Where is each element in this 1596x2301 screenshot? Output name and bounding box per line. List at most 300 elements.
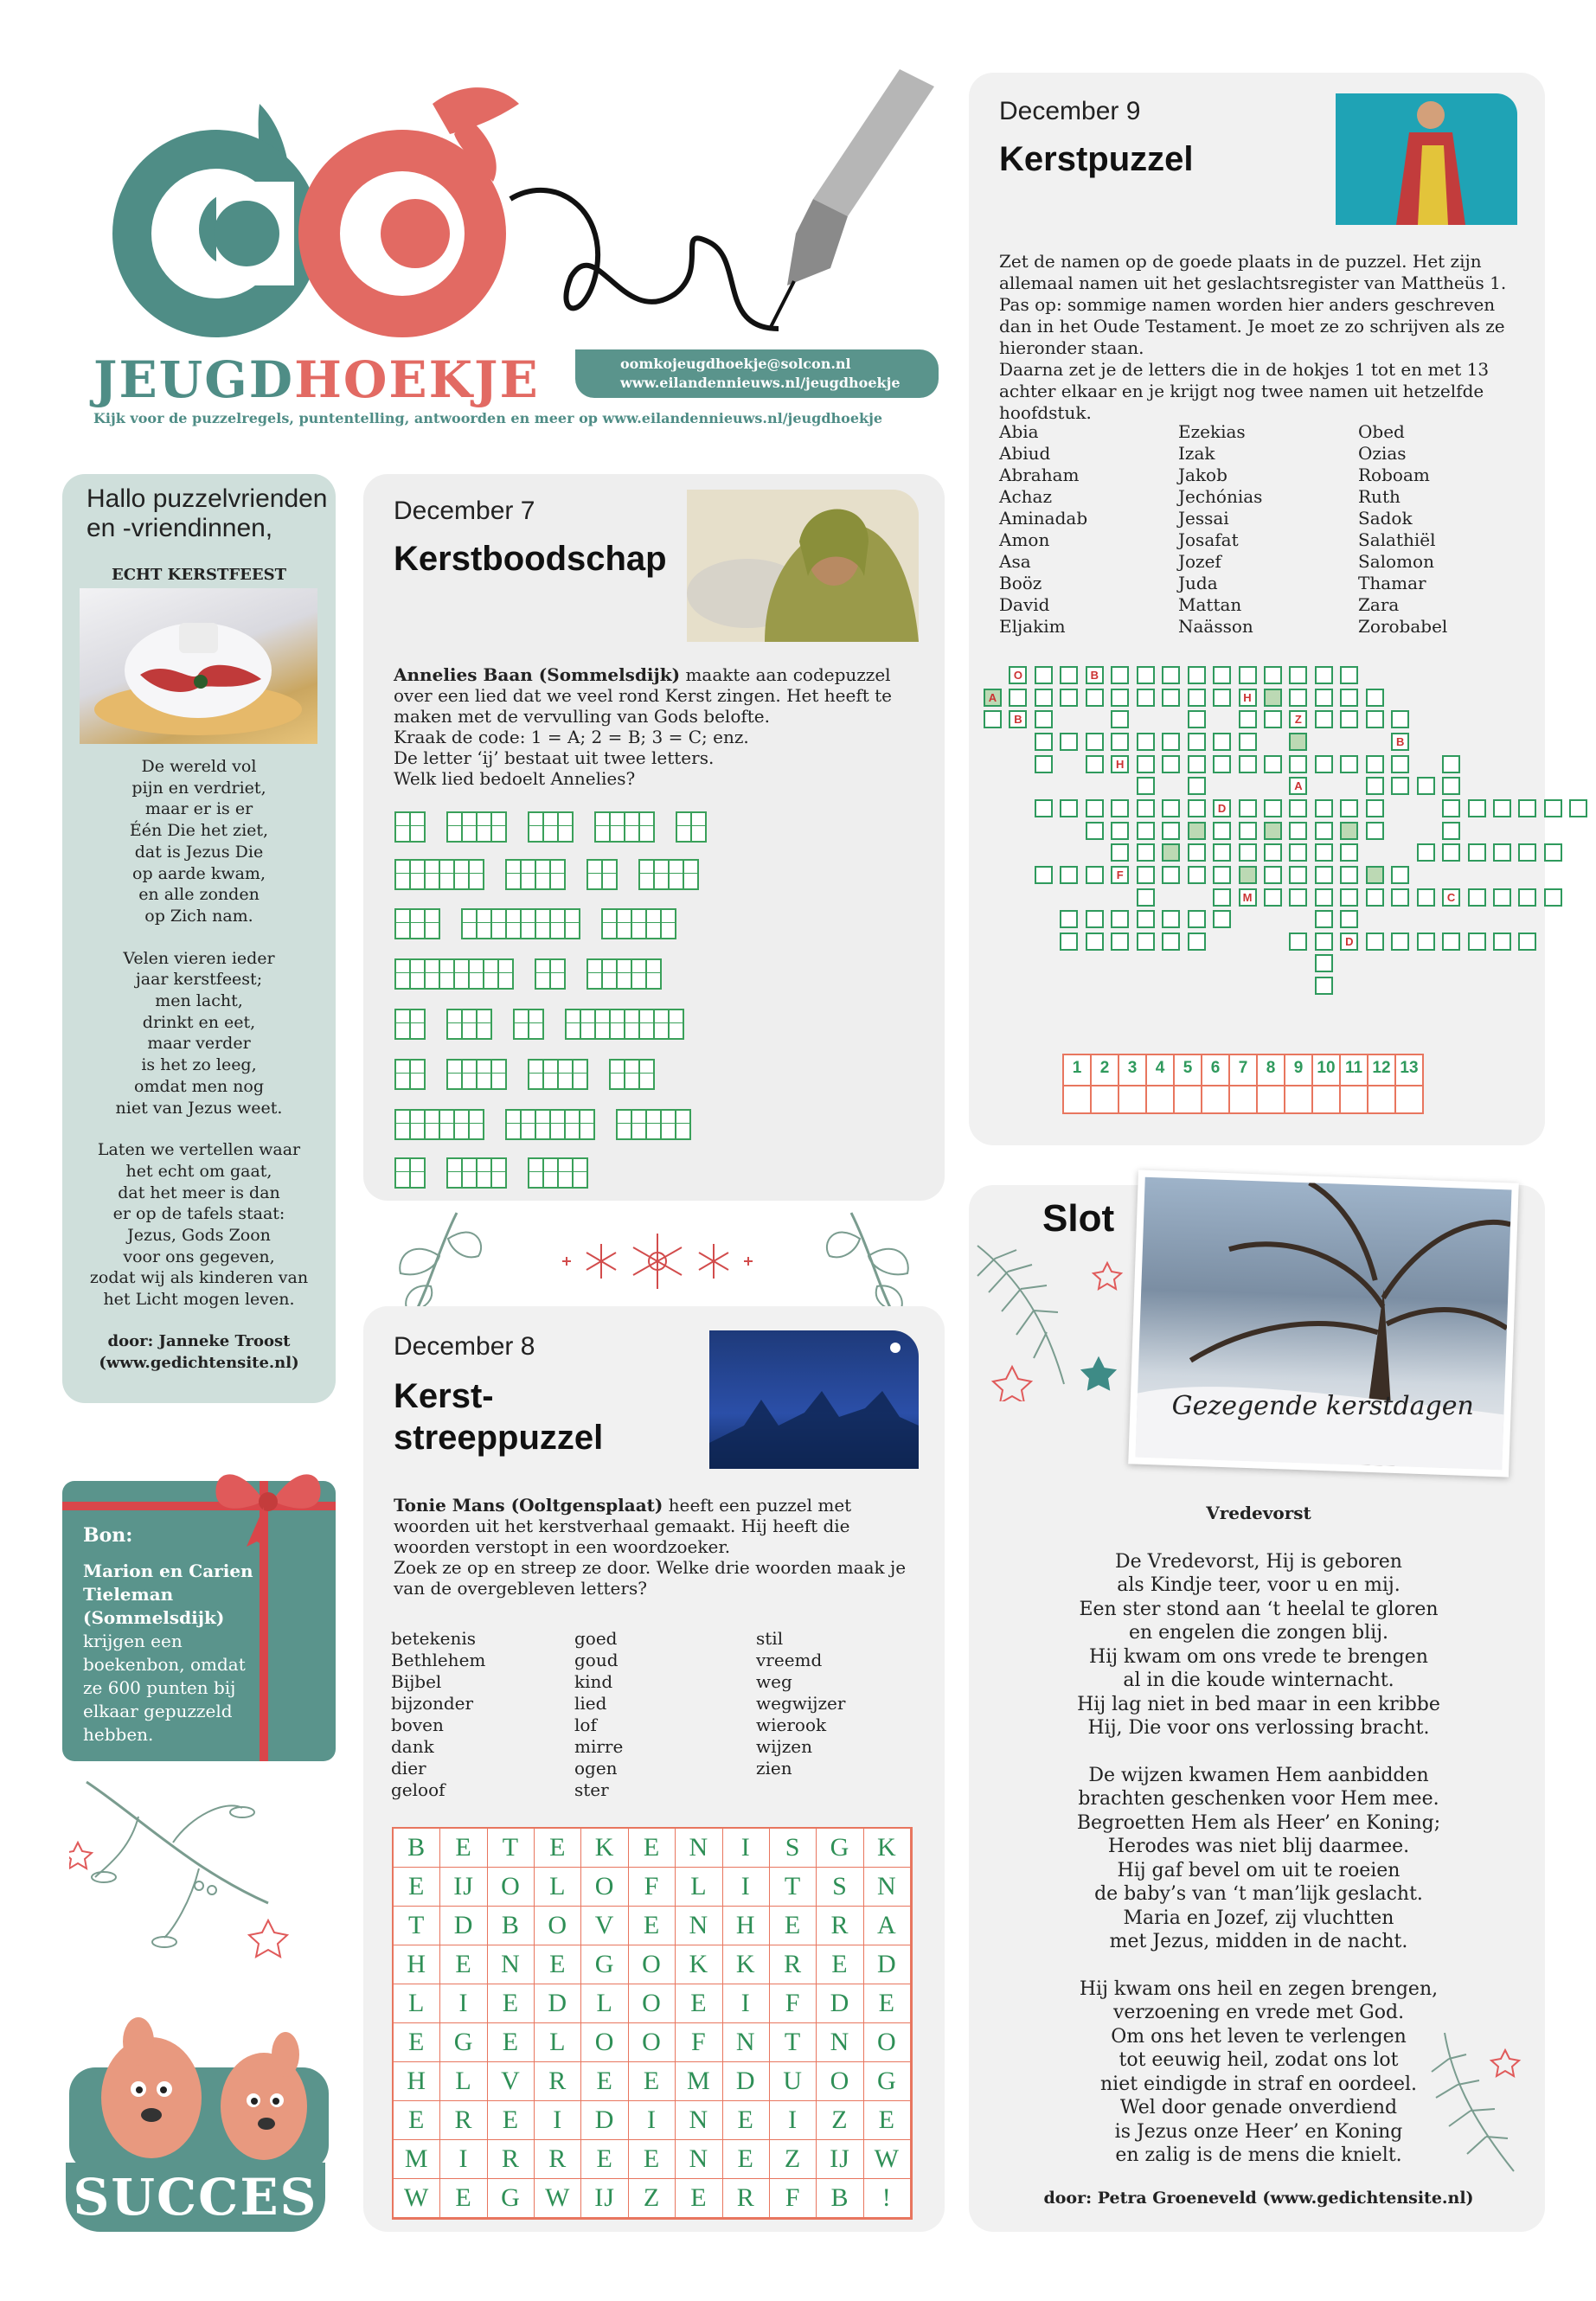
grid-letter[interactable]: G	[817, 1829, 863, 1868]
grid-letter[interactable]: G	[488, 2179, 535, 2218]
code-cell[interactable]	[490, 1059, 507, 1090]
code-cell[interactable]	[690, 811, 707, 843]
crossword-cell[interactable]	[1137, 933, 1155, 951]
crossword-cell[interactable]	[1315, 755, 1333, 773]
grid-letter[interactable]: B	[817, 2179, 863, 2218]
grid-letter[interactable]: A	[864, 1907, 911, 1945]
grid-letter[interactable]: E	[676, 2179, 722, 2218]
grid-letter[interactable]: E	[723, 2101, 770, 2140]
crossword-cell[interactable]	[1137, 777, 1155, 795]
crossword-cell[interactable]	[1315, 933, 1333, 951]
crossword-cell[interactable]	[1340, 689, 1358, 707]
grid-letter[interactable]: R	[535, 2140, 581, 2179]
crossword-cell[interactable]	[1060, 910, 1078, 928]
crossword-cell[interactable]: A	[984, 689, 1002, 707]
crossword-cell[interactable]	[1188, 910, 1206, 928]
grid-letter[interactable]: M	[394, 2140, 440, 2179]
code-cell[interactable]	[645, 958, 662, 990]
grid-letter[interactable]: R	[535, 2062, 581, 2101]
crossword-cell[interactable]	[1162, 866, 1180, 884]
crossword-cell[interactable]	[1086, 822, 1104, 840]
grid-letter[interactable]: W	[535, 2179, 581, 2218]
grid-letter[interactable]: E	[676, 1984, 722, 2023]
crossword-cell[interactable]	[1137, 666, 1155, 684]
crossword-cell[interactable]	[1366, 866, 1384, 884]
grid-letter[interactable]: E	[864, 2101, 911, 2140]
crossword-cell[interactable]	[1060, 666, 1078, 684]
crossword-cell[interactable]	[1442, 755, 1460, 773]
answer-box[interactable]	[1118, 1054, 1147, 1114]
code-cell[interactable]	[660, 908, 676, 939]
grid-letter[interactable]: N	[676, 1907, 722, 1945]
crossword-cell[interactable]	[1468, 799, 1486, 817]
crossword-cell[interactable]	[1417, 933, 1435, 951]
code-cell[interactable]	[409, 1059, 426, 1090]
crossword-cell[interactable]	[1468, 843, 1486, 862]
grid-letter[interactable]: E	[629, 2062, 676, 2101]
contact-email[interactable]: oomkojeugdhoekje@solcon.nl	[620, 356, 851, 372]
crossword-cell[interactable]	[1264, 843, 1282, 862]
crossword-cell[interactable]	[1264, 799, 1282, 817]
grid-letter[interactable]: O	[629, 2023, 676, 2062]
grid-letter[interactable]: B	[488, 1907, 535, 1945]
crossword-cell[interactable]	[1442, 843, 1460, 862]
crossword-cell[interactable]	[1239, 822, 1257, 840]
crossword-cell[interactable]	[1213, 888, 1231, 907]
grid-letter[interactable]: D	[864, 1945, 911, 1984]
crossword-cell[interactable]	[1289, 799, 1307, 817]
grid-letter[interactable]: O	[581, 1868, 628, 1907]
grid-letter[interactable]: K	[864, 1829, 911, 1868]
crossword-cell[interactable]	[1315, 822, 1333, 840]
crossword-cell[interactable]	[1315, 866, 1333, 884]
crossword-cell[interactable]	[1442, 822, 1460, 840]
crossword-cell[interactable]	[1315, 977, 1333, 995]
crossword-cell[interactable]	[1188, 733, 1206, 751]
crossword-cell[interactable]	[1188, 666, 1206, 684]
grid-letter[interactable]: T	[394, 1907, 440, 1945]
crossword-cell[interactable]: Z	[1289, 710, 1307, 728]
crossword-cell[interactable]	[1239, 866, 1257, 884]
grid-letter[interactable]: K	[723, 1945, 770, 1984]
code-cell[interactable]	[579, 1109, 595, 1140]
crossword-cell[interactable]	[1188, 755, 1206, 773]
grid-letter[interactable]: E	[488, 2023, 535, 2062]
code-cell[interactable]	[557, 811, 574, 843]
crossword-cell[interactable]	[1340, 843, 1358, 862]
grid-letter[interactable]: O	[488, 1868, 535, 1907]
grid-letter[interactable]: I	[770, 2101, 817, 2140]
crossword-cell[interactable]	[1518, 933, 1536, 951]
grid-letter[interactable]: E	[770, 1907, 817, 1945]
code-cell[interactable]	[564, 908, 580, 939]
grid-letter[interactable]: O	[629, 1945, 676, 1984]
crossword-cell[interactable]	[1111, 666, 1129, 684]
crossword-cell[interactable]	[1315, 710, 1333, 728]
crossword-cell[interactable]	[1162, 755, 1180, 773]
crossword-cell[interactable]	[1264, 888, 1282, 907]
grid-letter[interactable]: N	[676, 1829, 722, 1868]
crossword-cell[interactable]	[1239, 733, 1257, 751]
crossword-cell[interactable]	[1111, 689, 1129, 707]
grid-letter[interactable]: I	[629, 2101, 676, 2140]
answer-box[interactable]	[1284, 1054, 1313, 1114]
grid-letter[interactable]: F	[770, 2179, 817, 2218]
crossword-cell[interactable]	[1162, 843, 1180, 862]
crossword-cell[interactable]	[1264, 666, 1282, 684]
code-cell[interactable]	[675, 1109, 691, 1140]
crossword-cell[interactable]	[1315, 799, 1333, 817]
code-cell[interactable]	[572, 1157, 588, 1189]
crossword-cell[interactable]	[1137, 866, 1155, 884]
crossword-cell[interactable]	[1264, 866, 1282, 884]
grid-letter[interactable]: E	[581, 2140, 628, 2179]
code-cell[interactable]	[668, 1009, 684, 1040]
grid-letter[interactable]: F	[676, 2023, 722, 2062]
crossword-cell[interactable]	[1162, 799, 1180, 817]
grid-letter[interactable]: S	[770, 1829, 817, 1868]
grid-letter[interactable]: D	[440, 1907, 487, 1945]
crossword-cell[interactable]: B	[1086, 666, 1104, 684]
crossword-cell[interactable]	[1111, 843, 1129, 862]
crossword-cell[interactable]	[1544, 799, 1562, 817]
crossword-cell[interactable]	[1060, 689, 1078, 707]
crossword-cell[interactable]	[1569, 799, 1587, 817]
crossword-cell[interactable]	[1340, 888, 1358, 907]
code-cell[interactable]	[409, 811, 426, 843]
crossword-cell[interactable]: B	[1009, 710, 1027, 728]
crossword-cell[interactable]	[1060, 733, 1078, 751]
crossword-cell[interactable]	[1188, 689, 1206, 707]
crossword-cell[interactable]	[1035, 866, 1053, 884]
crossword-cell[interactable]	[1315, 666, 1333, 684]
crossword-cell[interactable]	[1111, 933, 1129, 951]
grid-letter[interactable]: L	[581, 1984, 628, 2023]
crossword-cell[interactable]	[1340, 910, 1358, 928]
crossword-cell[interactable]	[1340, 866, 1358, 884]
crossword-cell[interactable]	[1086, 866, 1104, 884]
crossword-cell[interactable]	[1239, 843, 1257, 862]
answer-box[interactable]	[1228, 1054, 1258, 1114]
answer-box[interactable]	[1256, 1054, 1285, 1114]
code-cell[interactable]	[638, 811, 655, 843]
crossword-cell[interactable]	[984, 710, 1002, 728]
crossword-cell[interactable]	[1264, 822, 1282, 840]
grid-letter[interactable]: R	[440, 2101, 487, 2140]
crossword-cell[interactable]	[1086, 755, 1104, 773]
crossword-cell[interactable]	[1137, 799, 1155, 817]
crossword-cell[interactable]	[1493, 933, 1511, 951]
crossword-cell[interactable]: C	[1442, 888, 1460, 907]
crossword-cell[interactable]	[1213, 733, 1231, 751]
crossword-cell[interactable]	[1086, 799, 1104, 817]
crossword-cell[interactable]	[1162, 822, 1180, 840]
crossword-cell[interactable]	[1213, 822, 1231, 840]
crossword-cell[interactable]	[1340, 799, 1358, 817]
grid-letter[interactable]: O	[629, 1984, 676, 2023]
code-cell[interactable]	[497, 958, 514, 990]
crossword-cell[interactable]	[1493, 799, 1511, 817]
grid-letter[interactable]: R	[723, 2179, 770, 2218]
crossword-cell[interactable]	[1340, 822, 1358, 840]
grid-letter[interactable]: E	[581, 2062, 628, 2101]
grid-letter[interactable]: Z	[629, 2179, 676, 2218]
crossword-cell[interactable]	[1111, 710, 1129, 728]
crossword-cell[interactable]	[1086, 933, 1104, 951]
grid-letter[interactable]: G	[581, 1945, 628, 1984]
grid-letter[interactable]: E	[394, 2101, 440, 2140]
crossword-cell[interactable]	[1417, 888, 1435, 907]
crossword-cell[interactable]	[1518, 888, 1536, 907]
grid-letter[interactable]: T	[770, 1868, 817, 1907]
grid-letter[interactable]: D	[723, 2062, 770, 2101]
crossword-cell[interactable]	[1188, 710, 1206, 728]
crossword-cell[interactable]	[1366, 933, 1384, 951]
code-cell[interactable]	[601, 859, 618, 890]
crossword-cell[interactable]	[1111, 822, 1129, 840]
grid-letter[interactable]: I	[723, 1868, 770, 1907]
crossword-cell[interactable]	[1086, 733, 1104, 751]
crossword-cell[interactable]	[1035, 710, 1053, 728]
grid-letter[interactable]: F	[629, 1868, 676, 1907]
crossword-cell[interactable]	[1213, 689, 1231, 707]
code-cell[interactable]	[638, 1059, 655, 1090]
crossword-cell[interactable]	[1391, 710, 1409, 728]
crossword-cell[interactable]	[1009, 689, 1027, 707]
crossword-cell[interactable]	[1188, 866, 1206, 884]
grid-letter[interactable]: T	[488, 1829, 535, 1868]
grid-letter[interactable]: E	[394, 2023, 440, 2062]
answer-box[interactable]	[1145, 1054, 1175, 1114]
grid-letter[interactable]: L	[440, 2062, 487, 2101]
grid-letter[interactable]: E	[488, 2101, 535, 2140]
crossword-cell[interactable]	[1366, 755, 1384, 773]
crossword-cell[interactable]	[1137, 910, 1155, 928]
grid-letter[interactable]: N	[817, 2023, 863, 2062]
crossword-cell[interactable]	[1188, 843, 1206, 862]
crossword-cell[interactable]	[1417, 843, 1435, 862]
answer-box[interactable]	[1311, 1054, 1341, 1114]
grid-letter[interactable]: O	[817, 2062, 863, 2101]
crossword-cell[interactable]	[1162, 733, 1180, 751]
crossword-cell[interactable]: D	[1213, 799, 1231, 817]
crossword-cell[interactable]	[1289, 822, 1307, 840]
grid-letter[interactable]: N	[864, 1868, 911, 1907]
crossword-cell[interactable]	[1035, 666, 1053, 684]
crossword-cell[interactable]	[1468, 933, 1486, 951]
crossword-cell[interactable]	[1162, 666, 1180, 684]
answer-box[interactable]	[1201, 1054, 1230, 1114]
crossword-cell[interactable]	[1213, 666, 1231, 684]
grid-letter[interactable]: W	[394, 2179, 440, 2218]
crossword-cell[interactable]	[1264, 689, 1282, 707]
code-cell[interactable]	[572, 1059, 588, 1090]
answer-box[interactable]	[1062, 1054, 1092, 1114]
crossword-cell[interactable]	[1035, 733, 1053, 751]
grid-letter[interactable]: I	[723, 1984, 770, 2023]
crossword-cell[interactable]	[1239, 755, 1257, 773]
crossword-cell[interactable]	[1340, 666, 1358, 684]
crossword-cell[interactable]	[1239, 710, 1257, 728]
grid-letter[interactable]: N	[676, 2140, 722, 2179]
crossword-cell[interactable]	[1518, 843, 1536, 862]
crossword-cell[interactable]	[1137, 843, 1155, 862]
answer-box[interactable]	[1090, 1054, 1119, 1114]
crossword-cell[interactable]	[1493, 843, 1511, 862]
grid-letter[interactable]: L	[676, 1868, 722, 1907]
crossword-cell[interactable]	[1315, 689, 1333, 707]
grid-letter[interactable]: S	[817, 1868, 863, 1907]
grid-letter[interactable]: I	[440, 2140, 487, 2179]
grid-letter[interactable]: G	[440, 2023, 487, 2062]
grid-letter[interactable]: H	[394, 1945, 440, 1984]
code-cell[interactable]	[476, 1009, 492, 1040]
grid-letter[interactable]: IJ	[440, 1868, 487, 1907]
crossword-cell[interactable]	[1188, 933, 1206, 951]
grid-letter[interactable]: V	[581, 1907, 628, 1945]
code-cell[interactable]	[549, 859, 566, 890]
grid-letter[interactable]: E	[394, 1868, 440, 1907]
grid-letter[interactable]: R	[488, 2140, 535, 2179]
crossword-cell[interactable]	[1391, 755, 1409, 773]
grid-letter[interactable]: IJ	[817, 2140, 863, 2179]
crossword-cell[interactable]	[1289, 666, 1307, 684]
crossword-cell[interactable]	[1442, 799, 1460, 817]
crossword-cell[interactable]	[1035, 689, 1053, 707]
grid-letter[interactable]: G	[864, 2062, 911, 2101]
grid-letter[interactable]: E	[535, 1829, 581, 1868]
crossword-cell[interactable]	[1289, 866, 1307, 884]
crossword-cell[interactable]	[1289, 733, 1307, 751]
crossword-cell[interactable]	[1366, 888, 1384, 907]
crossword-cell[interactable]	[1188, 777, 1206, 795]
answer-box[interactable]	[1339, 1054, 1368, 1114]
crossword-cell[interactable]	[1544, 888, 1562, 907]
crossword-cell[interactable]	[1366, 822, 1384, 840]
crossword-cell[interactable]	[1315, 954, 1333, 972]
crossword-cell[interactable]	[1086, 689, 1104, 707]
answer-box[interactable]	[1367, 1054, 1396, 1114]
grid-letter[interactable]: E	[723, 2140, 770, 2179]
crossword-cell[interactable]	[1391, 933, 1409, 951]
crossword-cell[interactable]	[1137, 822, 1155, 840]
crossword-cell[interactable]	[1188, 822, 1206, 840]
grid-letter[interactable]: N	[488, 1945, 535, 1984]
crossword-cell[interactable]	[1518, 799, 1536, 817]
grid-letter[interactable]: R	[817, 1907, 863, 1945]
crossword-cell[interactable]	[1417, 777, 1435, 795]
crossword-cell[interactable]	[1137, 733, 1155, 751]
crossword-cell[interactable]	[1213, 755, 1231, 773]
grid-letter[interactable]: W	[864, 2140, 911, 2179]
crossword-cell[interactable]	[1264, 755, 1282, 773]
grid-letter[interactable]: D	[817, 1984, 863, 2023]
grid-letter[interactable]: H	[394, 2062, 440, 2101]
crossword-cell[interactable]	[1468, 888, 1486, 907]
crossword-cell[interactable]	[1035, 755, 1053, 773]
crossword-cell[interactable]	[1162, 689, 1180, 707]
grid-letter[interactable]: E	[629, 2140, 676, 2179]
grid-letter[interactable]: O	[864, 2023, 911, 2062]
code-cell[interactable]	[683, 859, 699, 890]
crossword-cell[interactable]: D	[1340, 933, 1358, 951]
crossword-cell[interactable]	[1239, 666, 1257, 684]
grid-letter[interactable]: E	[488, 1984, 535, 2023]
answer-box[interactable]	[1173, 1054, 1202, 1114]
grid-letter[interactable]: E	[440, 1829, 487, 1868]
crossword-cell[interactable]	[1315, 910, 1333, 928]
crossword-cell[interactable]	[1315, 843, 1333, 862]
code-cell[interactable]	[468, 859, 484, 890]
grid-letter[interactable]: I	[723, 1829, 770, 1868]
code-cell[interactable]	[424, 908, 440, 939]
crossword-cell[interactable]	[1213, 843, 1231, 862]
grid-letter[interactable]: K	[581, 1829, 628, 1868]
crossword-cell[interactable]	[1391, 866, 1409, 884]
grid-letter[interactable]: B	[394, 1829, 440, 1868]
code-cell[interactable]	[409, 1157, 426, 1189]
grid-letter[interactable]: E	[440, 2179, 487, 2218]
grid-letter[interactable]: L	[535, 2023, 581, 2062]
grid-letter[interactable]: Z	[770, 2140, 817, 2179]
crossword-cell[interactable]	[1289, 755, 1307, 773]
crossword-cell[interactable]	[1111, 910, 1129, 928]
grid-letter[interactable]: Z	[817, 2101, 863, 2140]
crossword-cell[interactable]	[1442, 933, 1460, 951]
grid-letter[interactable]: E	[817, 1945, 863, 1984]
grid-letter[interactable]: D	[581, 2101, 628, 2140]
code-cell[interactable]	[468, 1109, 484, 1140]
crossword-cell[interactable]	[1340, 755, 1358, 773]
contact-website[interactable]: www.eilandennieuws.nl/jeugdhoekje	[620, 375, 901, 391]
crossword-cell[interactable]	[1060, 866, 1078, 884]
crossword-cell[interactable]	[1111, 799, 1129, 817]
crossword-cell[interactable]	[1035, 799, 1053, 817]
crossword-cell[interactable]	[1366, 777, 1384, 795]
crossword-cell[interactable]	[1213, 866, 1231, 884]
crossword-cell[interactable]	[1493, 888, 1511, 907]
crossword-cell[interactable]: B	[1391, 733, 1409, 751]
grid-letter[interactable]: F	[770, 1984, 817, 2023]
grid-letter[interactable]: IJ	[581, 2179, 628, 2218]
crossword-cell[interactable]	[1162, 933, 1180, 951]
crossword-cell[interactable]	[1366, 710, 1384, 728]
grid-letter[interactable]: N	[723, 2023, 770, 2062]
grid-letter[interactable]: U	[770, 2062, 817, 2101]
crossword-cell[interactable]	[1289, 888, 1307, 907]
crossword-cell[interactable]	[1264, 710, 1282, 728]
grid-letter[interactable]: !	[864, 2179, 911, 2218]
code-cell[interactable]	[528, 1009, 544, 1040]
grid-letter[interactable]: O	[581, 2023, 628, 2062]
grid-letter[interactable]: O	[535, 1907, 581, 1945]
crossword-cell[interactable]: M	[1239, 888, 1257, 907]
grid-letter[interactable]: V	[488, 2062, 535, 2101]
crossword-cell[interactable]: F	[1111, 866, 1129, 884]
grid-letter[interactable]: E	[440, 1945, 487, 1984]
grid-letter[interactable]: I	[535, 2101, 581, 2140]
crossword-cell[interactable]	[1315, 888, 1333, 907]
crossword-cell[interactable]: H	[1111, 755, 1129, 773]
code-cell[interactable]	[409, 1009, 426, 1040]
grid-letter[interactable]: I	[440, 1984, 487, 2023]
crossword-cell[interactable]	[1289, 689, 1307, 707]
grid-letter[interactable]: E	[629, 1829, 676, 1868]
grid-letter[interactable]: N	[676, 2101, 722, 2140]
crossword-cell[interactable]	[1162, 910, 1180, 928]
grid-letter[interactable]: E	[629, 1907, 676, 1945]
crossword-cell[interactable]	[1137, 755, 1155, 773]
